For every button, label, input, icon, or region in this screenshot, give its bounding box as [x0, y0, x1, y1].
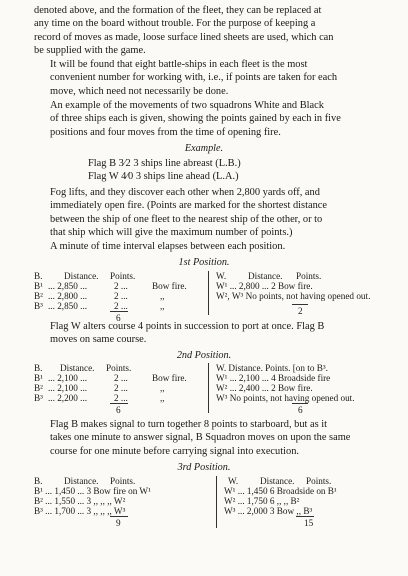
b-row: B¹ ... 1,450 ... 3 Bow fire on W¹ — [34, 486, 151, 496]
w-total-rule — [292, 304, 308, 305]
w-row: W¹ ... 2,100 ... 4 Broadside fire — [216, 373, 331, 383]
text-line: Flag W alters course 4 points in succession to port at once. Flag B — [50, 321, 325, 332]
text-line: be supplied with the game. — [34, 45, 146, 57]
b-total: 9 — [116, 518, 121, 528]
b-row-note: ,, — [160, 393, 165, 403]
b-row-note: Bow fire. — [152, 373, 187, 383]
b-row-distance: ... 2,100 ... — [48, 383, 88, 393]
b-header-ship: B. — [34, 363, 43, 373]
paragraph-fog-lifts — [34, 186, 382, 240]
b-row-ship: B¹ — [34, 373, 43, 383]
w-header-distance: Distance. — [260, 476, 295, 486]
paragraph-flag-w-alters — [34, 320, 382, 347]
text-line: move, which need not necessarily be done. — [50, 85, 229, 97]
b-row-distance: ... 2,200 ... — [48, 393, 88, 403]
b-header-ship: B. — [34, 476, 43, 486]
b-row-points: 2 ... — [114, 301, 128, 311]
b-row-note: ,, — [160, 301, 165, 311]
b-header-points: Points. — [106, 363, 132, 373]
text-line: course for one minute before carrying signal into execution. — [50, 445, 299, 457]
b-row-distance: ... 2,850 ... — [48, 281, 88, 291]
w-row: W² ... 1,750 6 ,, ,, B² — [224, 496, 300, 506]
b-row-ship: B² — [34, 383, 43, 393]
b-row: B³ ... 1,700 ... 3 ,, ,, ,, W³ — [34, 506, 126, 516]
b-row-points: 2 ... — [114, 281, 128, 291]
b-row-ship: B² — [34, 291, 43, 301]
b-row-distance: ... 2,800 ... — [48, 291, 88, 301]
w-total-rule — [296, 516, 314, 517]
text-line: It will be found that eight battle-ships in each fleet is the most — [50, 59, 308, 70]
position-3-heading: 3rd Position. — [177, 462, 231, 473]
w-row: W², W³ No points, not having opened out. — [216, 291, 371, 301]
b-header-distance: Distance. — [64, 271, 99, 281]
b-header-distance: Distance. — [64, 476, 99, 486]
w-header: W. Distance. Points. [on to B³. — [216, 363, 328, 373]
w-header-ship: W. — [216, 271, 227, 281]
text-line: record of moves as made, loose surface lined sheets are used, which can — [34, 31, 334, 43]
text-line: that ship which will give the maximum number of points.) — [50, 227, 293, 239]
flag-w-line: Flag W 4⁄0 3 ships line ahead (L.A.) — [88, 171, 239, 182]
b-row-ship: B¹ — [34, 281, 43, 291]
w-header-distance: Distance. — [248, 271, 283, 281]
b-row-points: 2 ... — [114, 383, 128, 393]
w-total: 2 — [298, 306, 303, 316]
text-line: Flag B makes signal to turn together 8 points to starboard, but as it — [50, 419, 328, 430]
b-row-ship: B³ — [34, 393, 43, 403]
position-3-table — [34, 476, 382, 536]
w-header-points: Points. — [306, 476, 332, 486]
w-row: W¹ ... 2,800 ... 2 Bow fire. — [216, 281, 313, 291]
w-total: 15 — [304, 518, 314, 528]
b-row-note: Bow fire. — [152, 281, 187, 291]
b-total-rule — [110, 403, 128, 404]
paragraph-example-intro — [34, 99, 382, 139]
w-row: W³ No points, not having opened out. — [216, 393, 355, 403]
flag-b-line: Flag B 3⁄2 3 ships line abreast (L.B.) — [88, 158, 241, 169]
minute-interval-line: A minute of time interval elapses between each position. — [50, 241, 286, 252]
paragraph-battleships — [34, 58, 382, 98]
position-1-heading: 1st Position. — [178, 257, 230, 268]
b-header-points: Points. — [110, 271, 136, 281]
text-line: any time on the board without trouble. For the purpose of keeping a — [34, 18, 316, 30]
w-header-points: Points. — [296, 271, 322, 281]
w-row: W² ... 2,400 ... 2 Bow fire. — [216, 383, 313, 393]
position-2-heading: 2nd Position. — [176, 350, 232, 361]
column-divider — [216, 476, 217, 528]
b-row-note: ,, — [160, 383, 165, 393]
text-line: An example of the movements of two squadrons White and Black — [50, 100, 324, 111]
b-total-rule — [110, 516, 128, 517]
example-heading: Example. — [184, 143, 224, 154]
text-line: moves on same course. — [50, 334, 147, 346]
b-total: 6 — [116, 405, 121, 415]
b-row-points: 2 ... — [114, 393, 128, 403]
text-line: convenient number for working with, i.e., if points are taken for each — [50, 72, 338, 84]
b-row-ship: B³ — [34, 301, 43, 311]
b-row-distance: ... 2,850 ... — [48, 301, 88, 311]
b-row-points: 2 ... — [114, 373, 128, 383]
intro-paragraph — [34, 4, 382, 58]
w-row: W¹ ... 1,450 6 Broadside on B¹ — [224, 486, 337, 496]
b-row-note: ,, — [160, 291, 165, 301]
paragraph-flag-b-signal — [34, 418, 382, 458]
w-total-rule — [292, 403, 308, 404]
w-total: 6 — [298, 405, 303, 415]
b-row-points: 2 ... — [114, 291, 128, 301]
text-line: denoted above, and the formation of the fleet, they can be replaced at — [34, 5, 322, 16]
text-line: positions and four moves from the time of opening fire. — [50, 126, 281, 138]
b-header-points: Points. — [110, 476, 136, 486]
b-header-ship: B. — [34, 271, 43, 281]
b-total: 6 — [116, 313, 121, 323]
column-divider — [208, 363, 209, 413]
text-line: Fog lifts, and they discover each other when 2,800 yards off, and — [50, 187, 320, 198]
text-line: between the ship of one fleet to the nearest ship of the other, or to — [50, 213, 323, 225]
column-divider — [208, 271, 209, 315]
b-total-rule — [110, 311, 128, 312]
text-line: of three ships each is given, showing the points gained by each in five — [50, 113, 341, 125]
b-header-distance: Distance. — [60, 363, 95, 373]
b-row: B² ... 1,550 ... 3 ,, ,, ,, W² — [34, 496, 126, 506]
w-row: W³ ... 2,000 3 Bow ,, B³ — [224, 506, 313, 516]
w-header-ship: W. — [228, 476, 239, 486]
text-line: takes one minute to answer signal, B Squadron moves on upon the same — [50, 432, 351, 444]
text-line: immediately open fire. (Points are marked for the shortest distance — [50, 200, 327, 212]
b-row-distance: ... 2,100 ... — [48, 373, 88, 383]
